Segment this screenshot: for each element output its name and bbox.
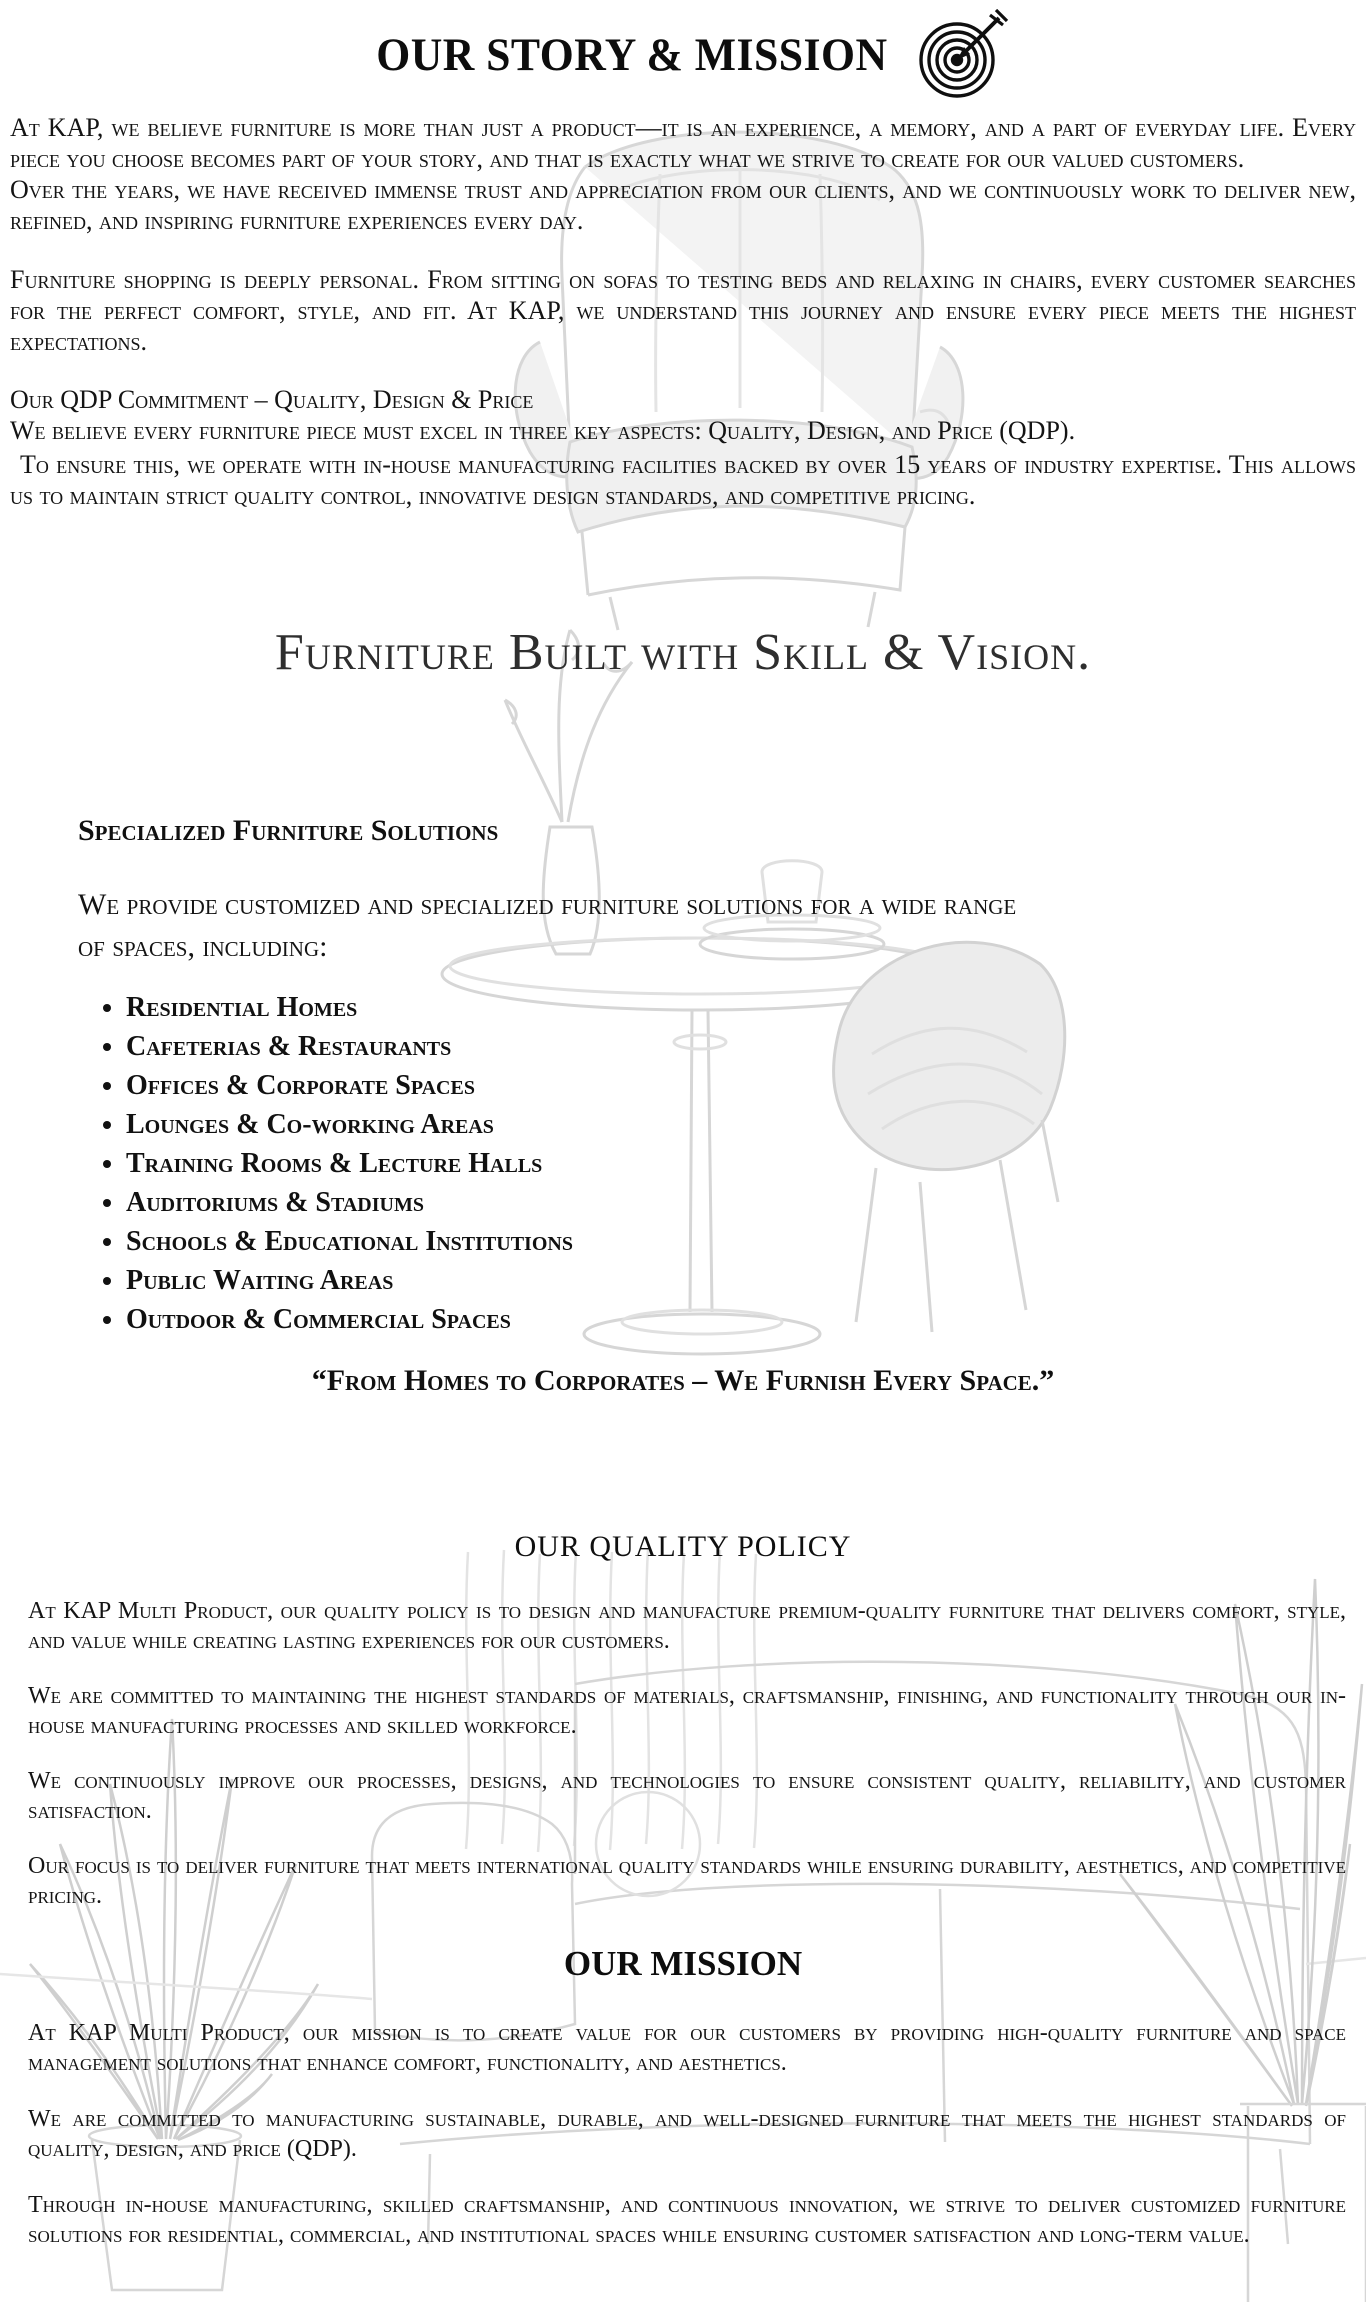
solution-item: • Public Waiting Areas — [126, 1261, 1058, 1300]
qdp-paragraph: We believe every furniture piece must excel in three key aspects: Quality, Design, and Price (QDP). — [10, 416, 1076, 445]
story-paragraph: At KAP, we believe furniture is more than just a product—it is an experience, a memory, and a part of everyday life. Every piece you choose becomes part of your story, and that is exactly what we strive to create for our valued customers. — [10, 113, 1356, 173]
page-header — [0, 6, 1366, 104]
quality-paragraph: At KAP Multi Product, our quality policy is to design and manufacture premium-quality furniture that delivers comfort, style, and value while creating lasting experiences for our customers. — [28, 1598, 1346, 1654]
solution-item: • Training Rooms & Lecture Halls — [126, 1144, 1058, 1183]
story-paragraph: Over the years, we have received immense trust and appreciation from our clients, and we continuously work to deliver new, refined, and inspiring furniture experiences every day. — [10, 175, 1356, 235]
quality-policy-section — [28, 1596, 1346, 1936]
mission-section — [28, 2018, 1346, 2276]
solution-item: • Cafeterias & Restaurants — [126, 1027, 1058, 1066]
quote-text: “From Homes to Corporates – We Furnish Every Space.” — [311, 1364, 1055, 1397]
page-title: OUR STORY & MISSION — [376, 29, 888, 81]
target-icon — [917, 9, 1009, 101]
tagline-heading: Furniture Built with Skill & Vision. — [274, 624, 1092, 681]
solution-item: • Offices & Corporate Spaces — [126, 1066, 1058, 1105]
mission-paragraph: Through in-house manufacturing, skilled craftsmanship, and continuous innovation, we strive to deliver customized furniture solutions for residential, commercial, and institutional spaces while ensuring customer satisfaction and long-term value. — [28, 2192, 1346, 2248]
solution-item: • Lounges & Co-working Areas — [126, 1105, 1058, 1144]
solution-item: • Outdoor & Commercial Spaces — [126, 1300, 1058, 1339]
solutions-intro: We provide customized and specialized furniture solutions for a wide range of spaces, including: — [78, 888, 1017, 963]
solutions-list — [78, 988, 1058, 1339]
qdp-paragraph: To ensure this, we operate with in-house manufacturing facilities backed by over 15 years of industry expertise. This allows us to maintain strict quality control, innovative design standards, and competitive pricing. — [10, 450, 1356, 510]
solution-item: • Residential Homes — [126, 988, 1058, 1027]
quality-policy-heading: OUR QUALITY POLICY — [514, 1530, 852, 1563]
quality-paragraph: We are committed to maintaining the highest standards of materials, craftsmanship, finishing, and functionality through our in-house manufacturing processes and skilled workforce. — [28, 1683, 1346, 1739]
story-paragraph: Furniture shopping is deeply personal. From sitting on sofas to testing beds and relaxing in chairs, every customer searches for the perfect comfort, style, and fit. At KAP, we understand this journey and ensure every piece meets the highest expectations. — [10, 265, 1356, 356]
solutions-section — [78, 814, 1058, 1339]
mission-paragraph: At KAP Multi Product, our mission is to create value for our customers by providing high-quality furniture and space management solutions that enhance comfort, functionality, and aesthetics. — [28, 2020, 1346, 2076]
solution-item: • Auditoriums & Stadiums — [126, 1183, 1058, 1222]
mission-paragraph: We are committed to manufacturing sustainable, durable, and well-designed furniture that meets the highest standards of quality, design, and price (QDP). — [28, 2106, 1346, 2162]
story-section — [10, 112, 1356, 511]
qdp-heading: Our QDP Commitment – Quality, Design & Price — [10, 385, 534, 414]
quality-paragraph: Our focus is to deliver furniture that meets international quality standards while ensuring durability, aesthetics, and competitive pricing. — [28, 1853, 1346, 1909]
mission-heading: OUR MISSION — [563, 1944, 803, 1983]
solution-item: • Schools & Educational Institutions — [126, 1222, 1058, 1261]
solutions-heading: Specialized Furniture Solutions — [78, 814, 499, 847]
quality-paragraph: We continuously improve our processes, designs, and technologies to ensure consistent quality, reliability, and customer satisfaction. — [28, 1768, 1346, 1824]
